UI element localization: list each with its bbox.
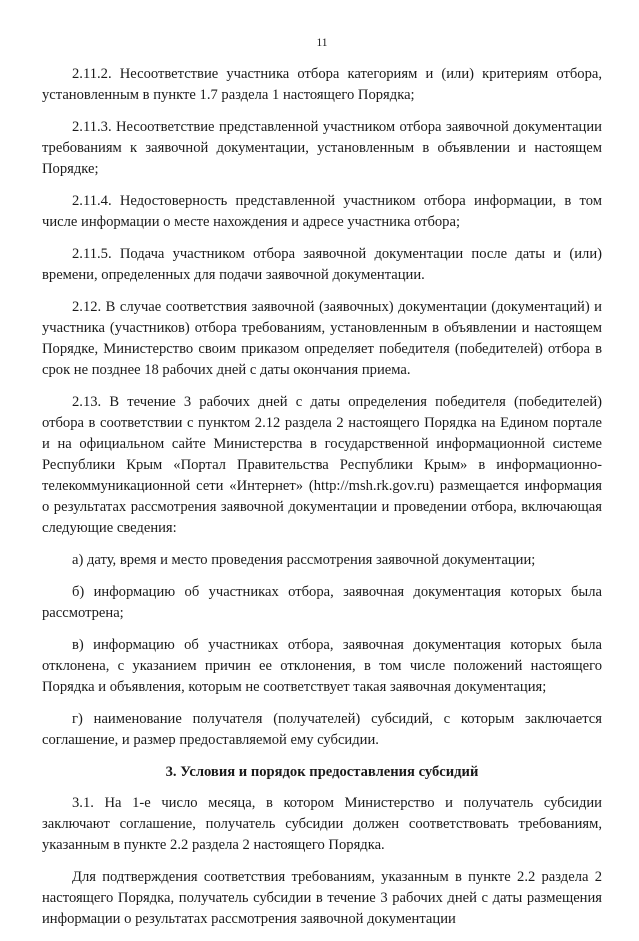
- list-item-b: б) информацию об участниках отбора, заявочная документация которых была рассмотрена;: [42, 584, 602, 621]
- list-item-g: г) наименование получателя (получателей) субсидий, с которым заключается соглашение, и размер предоставляемой ему субсидии.: [42, 711, 602, 748]
- list-item-v: в) информацию об участниках отбора, заявочная документация которых была отклонена, с указанием причин ее отклонения, в том числе положений настоящего Порядка и объявления, которым не соответствует такая заявочная документация;: [42, 637, 602, 695]
- document-body: [42, 64, 602, 941]
- paragraph-2-12: 2.12. В случае соответствия заявочной (заявочных) документации (документаций) и участника (участников) отбора требованиям, установленным в объявлении и настоящем Порядке, Министерство своим приказом определяет победителя (победителей) отбора в срок не позднее 18 рабочих дней с даты окончания приема.: [42, 299, 602, 378]
- page-number: 11: [316, 37, 328, 49]
- list-item-a: а) дату, время и место проведения рассмотрения заявочной документации;: [72, 552, 536, 568]
- paragraph-confirmation: Для подтверждения соответствия требованиям, указанным в пункте 2.2 раздела 2 настоящего Порядка, получатель субсидии в течение 3 рабочих дней с даты размещения информации о результатах рассмотрения заявочной документации: [42, 869, 602, 927]
- section-heading: 3. Условия и порядок предоставления субсидий: [165, 764, 479, 780]
- paragraph-2-11-3: 2.11.3. Несоответствие представленной участником отбора заявочной документации требованиям к заявочной документации, установленным в объявлении и настоящем Порядке;: [42, 119, 602, 177]
- paragraph-2-11-5: 2.11.5. Подача участником отбора заявочной документации после даты и (или) времени, определенных для подачи заявочной документации.: [42, 246, 602, 283]
- paragraph-2-13: 2.13. В течение 3 рабочих дней с даты определения победителя (победителей) отбора в соответствии с пунктом 2.12 раздела 2 настоящего Порядка на Едином портале и на официальном сайте Министерства в государственной информационной системе Республики Крым «Портал Правительства Республики Крым» в информационно-телекоммуникационной сети «Интернет» (http://msh.rk.gov.ru) размещается информация о результатах рассмотрения заявочной документации и проведении отбора, включающая следующие сведения:: [42, 394, 602, 536]
- paragraph-3-1: 3.1. На 1-е число месяца, в котором Министерство и получатель субсидии заключают соглашение, получатель субсидии должен соответствовать требованиям, указанным в пункте 2.2 раздела 2 настоящего Порядка.: [42, 795, 602, 853]
- paragraph-2-11-2: 2.11.2. Несоответствие участника отбора категориям и (или) критериям отбора, установленным в пункте 1.7 раздела 1 настоящего Порядка;: [42, 66, 602, 103]
- paragraph-2-11-4: 2.11.4. Недостоверность представленной участником отбора информации, в том числе информации о месте нахождения и адресе участника отбора;: [42, 193, 602, 230]
